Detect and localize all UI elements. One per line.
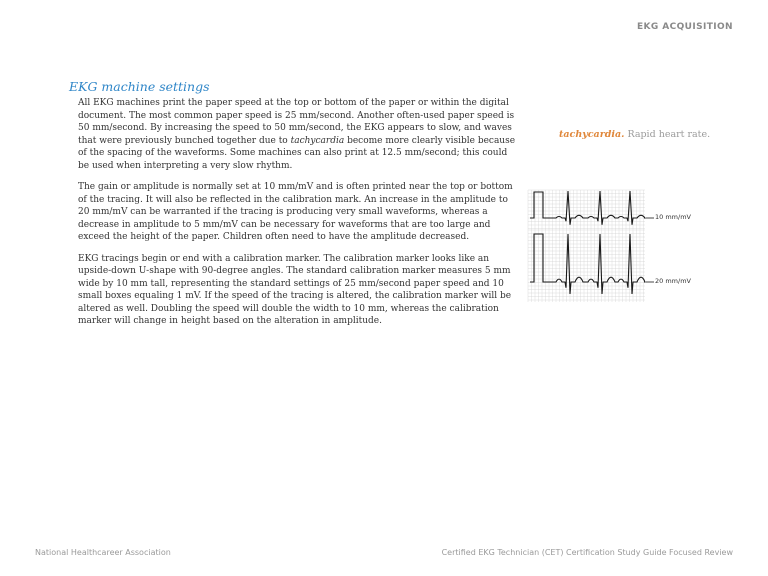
ekg-grid-bottom [528, 230, 645, 302]
ekg-strips-image [526, 186, 696, 304]
section-tag: EKG ACQUISITION [636, 22, 733, 32]
definition-term: tachycardia. [559, 129, 625, 140]
section-title: EKG machine settings [69, 79, 210, 94]
calibration-label-10: 10 mm/mV [655, 213, 691, 221]
footer-book-title: Certified EKG Technician (CET) Certification Study Guide Focused Review [441, 548, 733, 557]
paragraph-calibration: EKG tracings begin or end with a calibration marker. The calibration marker looks like an upside-down U-shape with 90-degree angles. The standard calibration marker measures 5 mm wide by 10 mm tall, representing the standard settings of 25 mm/second paper speed and 10 small boxes equaling 1 mV. If the speed of the tracing is altered, the calibration marker will be altered as well. Doubling the speed will double the width to 10 mm, whereas the calibration marker will change in height based on the alteration in amplitude. [78, 253, 512, 326]
sidebar-definition [559, 129, 710, 140]
glossary-term-tachycardia: tachycardia [290, 135, 345, 146]
paragraph-text: become more clearly visible because of the spacing of the waveforms. Some machines can also print at 12.5 mm/second; this could be used when interpreting a very slow rhythm. [78, 135, 516, 171]
paragraph-text: All EKG machines print the paper speed at the top or bottom of the paper or within the digital document. The most common paper speed is 25 mm/second. Another often-used paper speed is 50 mm/second. By increasing the speed to 50 mm/second, the EKG appears to slow, and waves that were previously bunched together due to [78, 98, 515, 146]
ekg-grid-top [528, 190, 645, 230]
definition-text: Rapid heart rate. [624, 129, 711, 140]
footer-publisher: National Healthcareer Association [35, 548, 171, 557]
calibration-label-20: 20 mm/mV [655, 277, 691, 285]
ekg-calibration-figure [526, 186, 696, 304]
paragraph-gain: The gain or amplitude is normally set at 10 mm/mV and is often printed near the top or bottom of the tracing. It will also be reflected in the calibration mark. An increase in the amplitude to 20 mm/mV can be warranted if the tracing is producing very small waveforms, whereas a decrease in amplitude to 5 mm/mV can be necessary for waveforms that are too large and exceed the height of the paper. Children often need to have the amplitude decreased. [78, 182, 513, 242]
paragraph-paper-speed [78, 97, 518, 172]
body-text [78, 97, 518, 337]
